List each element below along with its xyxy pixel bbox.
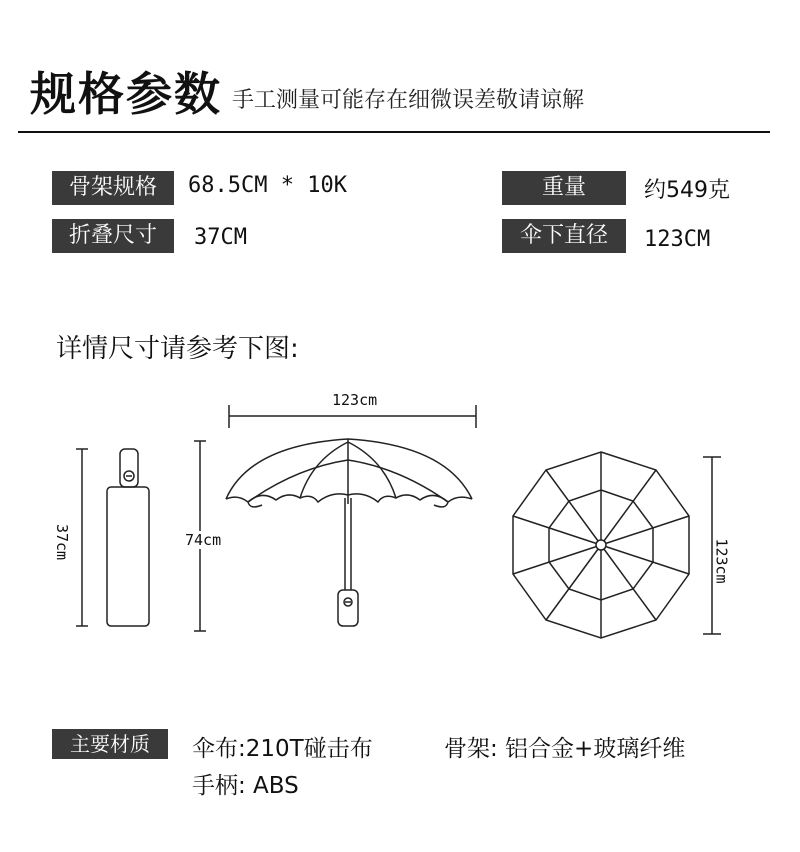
measurement-disclaimer: 手工测量可能存在细微误差敬请谅解 — [232, 88, 585, 113]
folded-umbrella-icon — [107, 449, 149, 626]
umbrella-top-view-icon — [513, 452, 689, 638]
canopy-material: 伞布:210T碰击布 — [192, 736, 373, 762]
frame-material: 骨架: 铝合金+玻璃纤维 — [444, 736, 686, 762]
top-diameter-label: 123cm — [712, 538, 731, 584]
detail-heading: 详情尺寸请参考下图: — [56, 334, 299, 364]
frame-spec-value: 68.5CM * 10K — [188, 173, 347, 198]
folded-dimension-line — [76, 449, 88, 626]
weight-value: 约549克 — [644, 178, 730, 203]
open-height-label: 74cm — [185, 531, 222, 549]
folded-length-label: 37cm — [53, 523, 72, 561]
open-width-label: 123cm — [332, 391, 378, 409]
open-umbrella-icon — [226, 439, 472, 626]
frame-spec-label: 骨架规格 — [52, 171, 174, 205]
weight-label: 重量 — [502, 171, 626, 205]
page-title: 规格参数 — [30, 67, 222, 121]
diameter-label: 伞下直径 — [502, 219, 626, 253]
handle-material: 手柄: ABS — [192, 773, 299, 799]
diameter-value: 123CM — [644, 227, 711, 252]
folded-size-value: 37CM — [194, 225, 247, 250]
materials-label: 主要材质 — [52, 729, 168, 759]
folded-size-label: 折叠尺寸 — [52, 219, 174, 253]
